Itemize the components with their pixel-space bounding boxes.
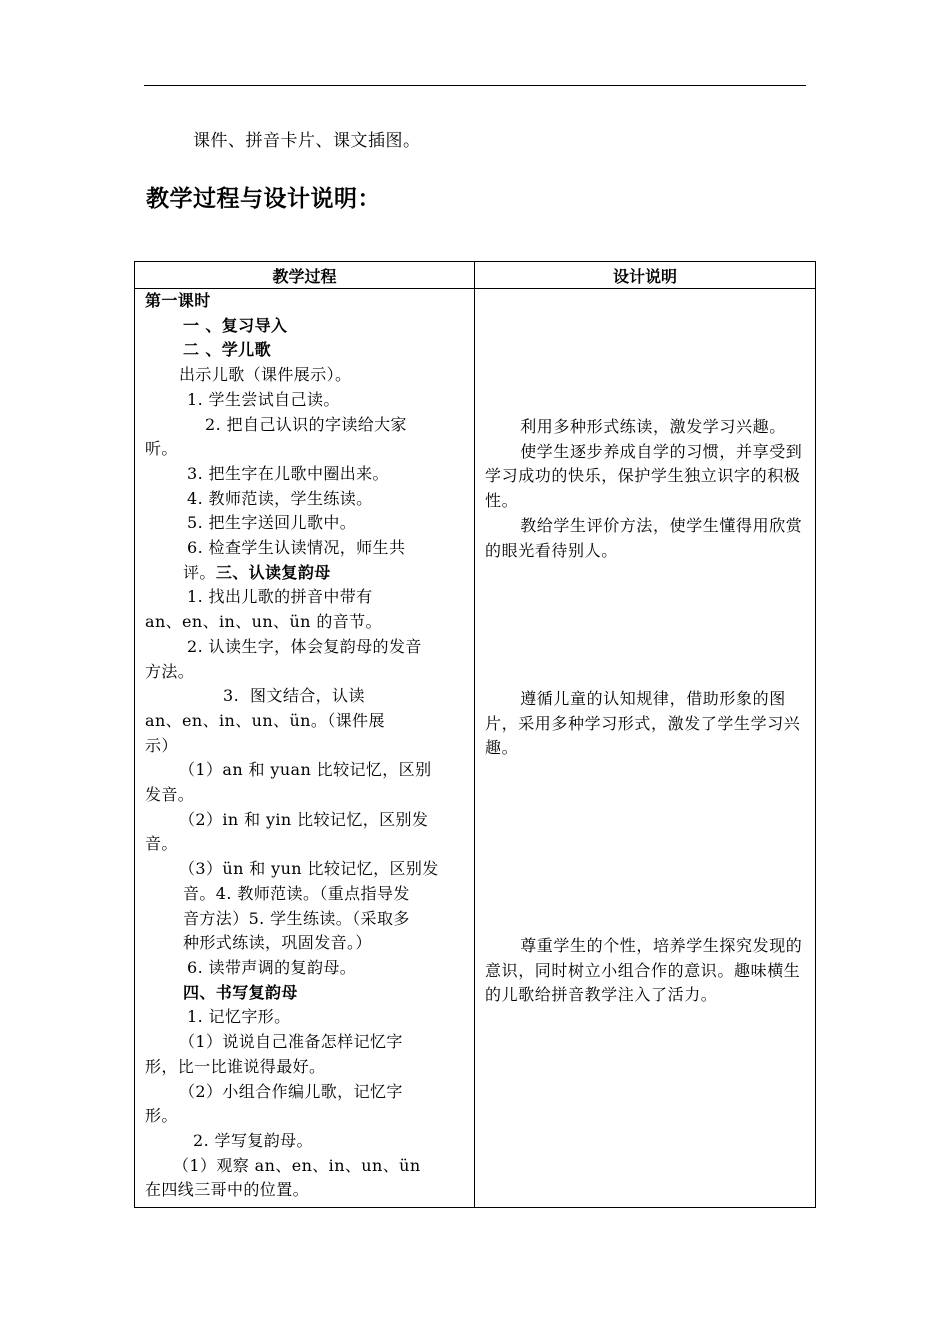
note-block-2 — [485, 687, 807, 761]
process-line — [145, 758, 466, 783]
process-line-text: （1）说说自己准备怎样记忆字 — [179, 1032, 403, 1052]
table-body-row — [135, 289, 816, 1208]
process-line — [145, 1154, 466, 1179]
process-line-text: 音。4. 教师范读。（重点指导发 — [183, 883, 410, 903]
process-line-text: （2）小组合作编儿歌，记忆字 — [179, 1081, 403, 1101]
process-line — [145, 1104, 466, 1129]
process-line — [145, 981, 466, 1006]
process-cell — [135, 289, 475, 1208]
note-paragraph: 遵循儿童的认知规律，借助形象的图片，采用多种学习形式，激发了学生学习兴趣。 — [485, 689, 801, 758]
process-line-text: 在四线三哥中的位置。 — [145, 1180, 310, 1200]
process-line-text: （1）an 和 yuan 比较记忆，区别 — [179, 760, 432, 780]
process-line-text: 种形式练读，巩固发音。） — [183, 933, 372, 953]
process-line — [145, 561, 466, 586]
process-line — [145, 709, 466, 734]
process-line — [145, 1030, 466, 1055]
process-line — [145, 734, 466, 759]
note-block-1 — [485, 415, 807, 563]
process-line — [145, 437, 466, 462]
process-line-text: 音方法）5. 学生练读。（采取多 — [183, 908, 410, 928]
process-line-text: 形，比一比谁说得最好。 — [145, 1056, 326, 1076]
process-line-text: 发音。 — [145, 785, 195, 805]
process-line — [145, 289, 466, 314]
process-line — [145, 907, 466, 932]
process-line-text: 形。 — [145, 1106, 178, 1126]
process-line — [145, 832, 466, 857]
process-line — [145, 684, 466, 709]
process-line — [145, 1129, 466, 1154]
process-line-text: 2. 把自己认识的字读给大家 — [205, 414, 407, 434]
process-line — [145, 338, 466, 363]
process-line-text: 听。 — [145, 439, 178, 459]
process-line — [145, 363, 466, 388]
process-line-text: 二 、学儿歌 — [183, 340, 271, 360]
table-header-row — [135, 262, 816, 289]
process-line — [145, 857, 466, 882]
process-line — [145, 413, 466, 438]
process-line-text: 出示儿歌（课件展示）。 — [179, 365, 352, 385]
process-line-text: （3）ün 和 yun 比较记忆，区别发 — [179, 859, 439, 879]
process-line-text: 四、书写复韵母 — [183, 982, 298, 1002]
process-line — [145, 585, 466, 610]
process-line — [145, 610, 466, 635]
process-line — [145, 660, 466, 685]
process-line-text: 3. 图文结合，认读 — [223, 686, 365, 706]
process-line-text: 1. 学生尝试自己读。 — [187, 389, 340, 409]
process-line-text: 音。 — [145, 834, 178, 854]
process-line-text: an、en、in、un、ün。（课件展 — [145, 710, 385, 730]
process-line — [145, 487, 466, 512]
lesson-table — [134, 261, 816, 1208]
note-paragraph: 教给学生评价方法，使学生懂得用欣赏的眼光看待别人。 — [485, 515, 803, 560]
section-heading: 教学过程与设计说明： — [146, 186, 381, 212]
note-paragraph: 尊重学生的个性，培养学生探究发现的意识，同时树立小组合作的意识。趣味横生的儿歌给拼音教学注入了活力。 — [485, 936, 803, 1005]
header-process: 教学过程 — [135, 262, 475, 289]
process-line — [145, 462, 466, 487]
process-line-text: （2）in 和 yin 比较记忆，区别发 — [179, 809, 429, 829]
process-line — [145, 511, 466, 536]
section-title-inline: 三、认读复韵母 — [215, 562, 331, 582]
process-line-text: 一 、复习导入 — [183, 315, 288, 335]
process-line-text: 2. 学写复韵母。 — [193, 1130, 313, 1150]
process-line-text: 评。 — [183, 562, 216, 582]
process-line-text: 1. 记忆字形。 — [187, 1007, 291, 1027]
note-paragraph: 使学生逐步养成自学的习惯，并享受到学习成功的快乐，保护学生独立识字的积极性。 — [485, 441, 803, 511]
process-line — [145, 1178, 466, 1203]
process-line — [145, 931, 466, 956]
process-line — [145, 882, 466, 907]
process-line-text: 6. 读带声调的复韵母。 — [187, 957, 357, 977]
process-line-text: an、en、in、un、ün 的音节。 — [145, 612, 382, 632]
process-line — [145, 956, 466, 981]
process-line-text: （1）观察 an、en、in、un、ün — [173, 1155, 421, 1175]
process-line-text: 4. 教师范读，学生练读。 — [187, 488, 373, 508]
note-paragraph: 利用多种形式练读，激发学习兴趣。 — [520, 417, 786, 436]
process-line — [145, 1055, 466, 1080]
header-design-notes: 设计说明 — [475, 262, 816, 289]
process-line — [145, 635, 466, 660]
process-lines — [145, 289, 466, 1203]
teaching-materials: 课件、拼音卡片、课文插图。 — [193, 131, 421, 151]
process-line-text: 5. 把生字送回儿歌中。 — [187, 513, 357, 533]
process-line-text: 3. 把生字在儿歌中圈出来。 — [187, 463, 389, 483]
process-line — [145, 1080, 466, 1105]
process-line-text: 2. 认读生字，体会复韵母的发音 — [187, 636, 422, 656]
process-line-text: 示） — [145, 735, 178, 755]
process-line-text: 6. 检查学生认读情况，师生共 — [187, 538, 406, 558]
header-rule — [144, 85, 806, 86]
process-line-text: 1. 找出儿歌的拼音中带有 — [187, 587, 373, 607]
design-notes-cell — [475, 289, 816, 1208]
process-line — [145, 808, 466, 833]
process-line — [145, 314, 466, 339]
note-block-3 — [485, 934, 807, 1008]
process-line-text: 第一课时 — [145, 291, 211, 310]
process-line — [145, 1005, 466, 1030]
process-line — [145, 536, 466, 561]
process-line — [145, 388, 466, 413]
process-line — [145, 783, 466, 808]
process-line-text: 方法。 — [145, 661, 195, 681]
